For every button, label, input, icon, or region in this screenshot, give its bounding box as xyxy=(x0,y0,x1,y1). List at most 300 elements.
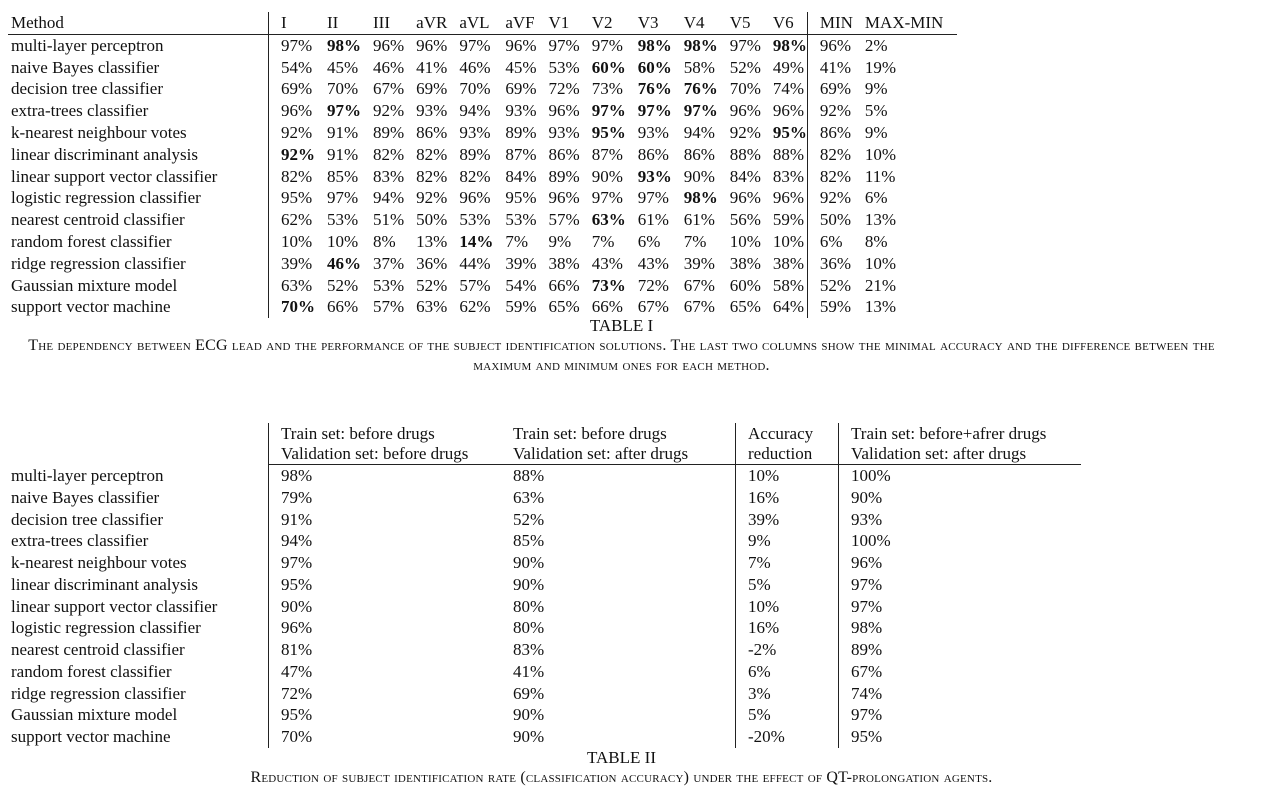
lead-accuracy-cell: 57% xyxy=(548,210,580,230)
lead-accuracy-cell: 73% xyxy=(591,79,623,99)
lead-accuracy-cell: 96% xyxy=(772,188,805,208)
table-1-header-row xyxy=(8,12,957,34)
lead-accuracy-cell: 84% xyxy=(729,166,761,186)
method-name-cell: ridge regression classifier xyxy=(11,253,186,273)
max-min-cell: 9% xyxy=(864,122,888,142)
method-name-cell: support vector machine xyxy=(11,727,171,746)
header-line-1: Train set: before drugs xyxy=(513,424,667,443)
lead-accuracy-cell: 61% xyxy=(637,210,669,230)
lead-accuracy-cell: 76% xyxy=(637,79,672,99)
lead-accuracy-cell: 65% xyxy=(548,297,580,317)
before-before-cell: 91% xyxy=(269,509,514,531)
lead-accuracy-cell: 96% xyxy=(416,35,448,55)
lead-accuracy-cell: 82% xyxy=(416,144,448,164)
before-after-cell: 80% xyxy=(513,596,545,616)
method-name-cell: k-nearest neighbour votes xyxy=(11,553,187,572)
method-name-cell: linear support vector classifier xyxy=(11,596,218,616)
lead-accuracy-cell: 82% xyxy=(416,166,448,186)
table-2-row xyxy=(8,704,1081,726)
lead-accuracy-cell: 66% xyxy=(591,297,623,317)
lead-accuracy-cell: 58% xyxy=(772,275,805,295)
table-1-row xyxy=(8,275,957,297)
max-min-cell: 19% xyxy=(864,57,897,77)
lead-accuracy-cell: 36% xyxy=(416,253,448,273)
method-name-cell: logistic regression classifier xyxy=(11,188,201,208)
table-1-header-cell: Method xyxy=(8,12,269,34)
table-1-header-cell: V4 xyxy=(672,12,718,34)
max-min-cell: 8% xyxy=(864,231,888,251)
table-2-header-cell xyxy=(269,423,514,465)
lead-accuracy-cell: 59% xyxy=(772,210,805,230)
method-name-cell: linear discriminant analysis xyxy=(11,574,198,594)
before-before-cell: 81% xyxy=(269,639,514,661)
method-name-cell: random forest classifier xyxy=(11,231,172,251)
lead-accuracy-cell: 53% xyxy=(548,57,580,77)
method-name-cell: nearest centroid classifier xyxy=(11,210,185,230)
lead-accuracy-cell: 57% xyxy=(459,275,491,295)
method-name-cell: multi-layer perceptron xyxy=(11,35,164,55)
combined-after-cell: 89% xyxy=(839,639,1082,661)
before-before-cell: 90% xyxy=(269,596,514,618)
lead-accuracy-cell: 92% xyxy=(269,122,316,144)
lead-accuracy-cell: 86% xyxy=(416,122,448,142)
combined-after-cell: 98% xyxy=(839,617,1082,639)
max-min-cell: 9% xyxy=(864,79,888,99)
header-line-2: Validation set: before drugs xyxy=(281,444,469,463)
min-accuracy-cell: 69% xyxy=(807,78,853,100)
before-before-cell: 98% xyxy=(269,465,514,487)
before-before-cell: 95% xyxy=(269,574,514,596)
lead-accuracy-cell: 38% xyxy=(772,253,805,273)
lead-accuracy-cell: 52% xyxy=(327,275,359,295)
lead-accuracy-cell: 51% xyxy=(373,210,405,230)
table-2-row xyxy=(8,552,1081,574)
lead-accuracy-cell: 67% xyxy=(373,79,405,99)
lead-accuracy-cell: 65% xyxy=(729,297,761,317)
method-name-cell: extra-trees classifier xyxy=(11,531,149,551)
max-min-cell: 11% xyxy=(864,166,896,186)
method-name-cell: ridge regression classifier xyxy=(11,683,186,703)
lead-accuracy-cell: 86% xyxy=(637,144,669,164)
lead-accuracy-cell: 94% xyxy=(373,188,405,208)
lead-accuracy-cell: 84% xyxy=(505,166,537,186)
table-1-header-cell: MAX-MIN xyxy=(853,12,957,34)
lead-accuracy-cell: 67% xyxy=(637,297,669,317)
lead-accuracy-cell: 63% xyxy=(416,297,448,317)
table-1-row xyxy=(8,296,957,318)
table-1-row xyxy=(8,78,957,100)
header-line-1: Accuracy xyxy=(748,424,814,443)
lead-accuracy-cell: 87% xyxy=(505,144,537,164)
min-accuracy-cell: 36% xyxy=(807,253,853,275)
method-name-cell: k-nearest neighbour votes xyxy=(11,122,187,142)
lead-accuracy-cell: 97% xyxy=(591,101,626,121)
max-min-cell: 13% xyxy=(864,297,897,317)
before-before-cell: 95% xyxy=(269,704,514,726)
lead-accuracy-cell: 54% xyxy=(269,57,316,79)
table-2-header-row xyxy=(8,423,1081,465)
table-2-row xyxy=(8,465,1081,487)
combined-after-cell: 96% xyxy=(839,552,1082,574)
before-after-cell: 88% xyxy=(513,466,545,485)
header-line-2: Validation set: after drugs xyxy=(513,444,689,463)
method-name-cell: linear discriminant analysis xyxy=(11,144,198,164)
lead-accuracy-cell: 89% xyxy=(548,166,580,186)
before-before-cell: 97% xyxy=(269,552,514,574)
max-min-cell: 13% xyxy=(864,210,897,230)
lead-accuracy-cell: 98% xyxy=(683,35,718,55)
lead-accuracy-cell: 89% xyxy=(459,144,491,164)
before-after-cell: 69% xyxy=(513,683,545,703)
lead-accuracy-cell: 58% xyxy=(683,57,715,77)
lead-accuracy-cell: 72% xyxy=(548,79,580,99)
lead-accuracy-cell: 86% xyxy=(548,144,580,164)
max-min-cell: 2% xyxy=(864,35,888,55)
lead-accuracy-cell: 70% xyxy=(269,296,316,318)
table-2-row xyxy=(8,530,1081,552)
lead-accuracy-cell: 62% xyxy=(269,209,316,231)
lead-accuracy-cell: 96% xyxy=(548,188,580,208)
lead-accuracy-cell: 67% xyxy=(683,275,715,295)
lead-accuracy-cell: 73% xyxy=(591,275,626,295)
table-2-body xyxy=(8,465,1081,748)
lead-accuracy-cell: 45% xyxy=(505,57,537,77)
lead-accuracy-cell: 82% xyxy=(373,144,405,164)
lead-accuracy-cell: 97% xyxy=(683,101,718,121)
accuracy-reduction-cell: 10% xyxy=(736,596,839,618)
lead-accuracy-cell: 92% xyxy=(269,144,316,166)
lead-accuracy-cell: 10% xyxy=(729,231,761,251)
before-after-cell: 90% xyxy=(513,553,545,572)
lead-accuracy-cell: 97% xyxy=(591,35,623,55)
table-1-header-cell: V6 xyxy=(761,12,808,34)
min-accuracy-cell: 52% xyxy=(807,275,853,297)
lead-accuracy-cell: 85% xyxy=(327,166,359,186)
lead-accuracy-cell: 45% xyxy=(327,57,359,77)
table-1-header-cell: MIN xyxy=(807,12,853,34)
method-name-cell: logistic regression classifier xyxy=(11,618,201,638)
table-2-row xyxy=(8,639,1081,661)
lead-accuracy-cell: 93% xyxy=(459,122,491,142)
accuracy-reduction-cell: 5% xyxy=(736,704,839,726)
max-min-cell: 10% xyxy=(864,253,897,273)
lead-accuracy-cell: 96% xyxy=(548,101,580,121)
method-name-cell: extra-trees classifier xyxy=(11,101,149,121)
lead-accuracy-cell: 37% xyxy=(373,253,405,273)
before-after-cell: 90% xyxy=(513,727,545,746)
header-line-1: Train set: before+afrer drugs xyxy=(851,424,1047,443)
method-name-cell: Gaussian mixture model xyxy=(11,275,178,295)
lead-accuracy-cell: 6% xyxy=(637,231,661,251)
before-after-cell: 41% xyxy=(513,661,545,681)
header-line-2: Validation set: after drugs xyxy=(851,444,1027,463)
lead-accuracy-cell: 91% xyxy=(327,122,359,142)
lead-accuracy-cell: 44% xyxy=(459,253,491,273)
lead-accuracy-cell: 63% xyxy=(269,275,316,297)
table-2-row xyxy=(8,596,1081,618)
before-after-cell: 80% xyxy=(513,618,545,638)
lead-accuracy-cell: 92% xyxy=(729,122,761,142)
lead-accuracy-cell: 69% xyxy=(505,79,537,99)
lead-accuracy-cell: 96% xyxy=(729,188,761,208)
lead-accuracy-cell: 46% xyxy=(327,253,361,273)
lead-accuracy-cell: 72% xyxy=(637,275,669,295)
lead-accuracy-cell: 9% xyxy=(548,231,572,251)
table-1-row xyxy=(8,209,957,231)
lead-accuracy-cell: 57% xyxy=(373,297,405,317)
table-2-row xyxy=(8,509,1081,531)
lead-accuracy-cell: 41% xyxy=(416,57,448,77)
before-before-cell: 96% xyxy=(269,617,514,639)
before-before-cell: 72% xyxy=(269,683,514,705)
lead-accuracy-cell: 94% xyxy=(683,122,715,142)
lead-accuracy-cell: 50% xyxy=(416,210,448,230)
lead-accuracy-cell: 53% xyxy=(459,210,491,230)
lead-accuracy-cell: 70% xyxy=(327,79,359,99)
combined-after-cell: 90% xyxy=(839,487,1082,509)
table-2-header-cell xyxy=(839,423,1082,465)
lead-accuracy-cell: 95% xyxy=(591,122,626,142)
lead-accuracy-cell: 96% xyxy=(729,101,761,121)
lead-accuracy-cell: 70% xyxy=(729,79,761,99)
min-accuracy-cell: 41% xyxy=(807,57,853,79)
lead-accuracy-cell: 97% xyxy=(459,35,491,55)
lead-accuracy-cell: 98% xyxy=(637,35,672,55)
lead-accuracy-cell: 89% xyxy=(505,122,537,142)
lead-accuracy-cell: 76% xyxy=(683,79,718,99)
lead-accuracy-cell: 46% xyxy=(373,57,405,77)
lead-accuracy-cell: 98% xyxy=(772,35,807,55)
lead-accuracy-cell: 13% xyxy=(416,231,448,251)
lead-accuracy-cell: 97% xyxy=(548,35,580,55)
method-name-cell: Gaussian mixture model xyxy=(11,705,178,725)
method-name-cell: decision tree classifier xyxy=(11,79,163,99)
table-1-row xyxy=(8,122,957,144)
combined-after-cell: 67% xyxy=(839,661,1082,683)
before-after-cell: 83% xyxy=(513,640,545,659)
lead-accuracy-cell: 52% xyxy=(416,275,448,295)
min-accuracy-cell: 6% xyxy=(807,231,853,253)
lead-accuracy-cell: 39% xyxy=(505,253,537,273)
table-1-row xyxy=(8,253,957,275)
combined-after-cell: 100% xyxy=(839,530,1082,552)
lead-accuracy-cell: 52% xyxy=(729,57,761,77)
lead-accuracy-cell: 97% xyxy=(591,188,623,208)
table-1-caption-label: TABLE I xyxy=(589,316,654,335)
lead-accuracy-cell: 39% xyxy=(683,253,715,273)
combined-after-cell: 97% xyxy=(839,596,1082,618)
combined-after-cell: 95% xyxy=(839,726,1082,748)
table-1-header-cell: III xyxy=(361,12,404,34)
table-1 xyxy=(8,12,957,318)
lead-accuracy-cell: 90% xyxy=(591,166,623,186)
before-after-cell: 90% xyxy=(513,574,545,594)
table-2-row xyxy=(8,683,1081,705)
max-min-cell: 6% xyxy=(864,188,888,208)
lead-accuracy-cell: 8% xyxy=(373,231,396,251)
lead-accuracy-cell: 14% xyxy=(459,231,494,251)
lead-accuracy-cell: 91% xyxy=(327,144,359,164)
accuracy-reduction-cell: 9% xyxy=(736,530,839,552)
lead-accuracy-cell: 46% xyxy=(459,57,491,77)
min-accuracy-cell: 82% xyxy=(807,144,853,166)
lead-accuracy-cell: 83% xyxy=(772,166,805,186)
lead-accuracy-cell: 97% xyxy=(729,35,761,55)
lead-accuracy-cell: 93% xyxy=(637,166,672,186)
lead-accuracy-cell: 7% xyxy=(505,231,529,251)
lead-accuracy-cell: 38% xyxy=(548,253,580,273)
table-1-row xyxy=(8,144,957,166)
lead-accuracy-cell: 96% xyxy=(772,101,805,121)
table-1-row xyxy=(8,166,957,188)
before-before-cell: 47% xyxy=(269,661,514,683)
lead-accuracy-cell: 53% xyxy=(327,210,359,230)
lead-accuracy-cell: 95% xyxy=(772,122,807,142)
min-accuracy-cell: 50% xyxy=(807,209,853,231)
lead-accuracy-cell: 97% xyxy=(327,188,359,208)
lead-accuracy-cell: 93% xyxy=(416,101,448,121)
table-1-row xyxy=(8,187,957,209)
lead-accuracy-cell: 88% xyxy=(729,144,761,164)
lead-accuracy-cell: 54% xyxy=(505,275,537,295)
lead-accuracy-cell: 83% xyxy=(373,166,405,186)
lead-accuracy-cell: 97% xyxy=(269,34,316,56)
before-before-cell: 94% xyxy=(269,530,514,552)
lead-accuracy-cell: 70% xyxy=(459,79,491,99)
combined-after-cell: 100% xyxy=(839,465,1082,487)
lead-accuracy-cell: 95% xyxy=(269,187,316,209)
table-1-header-cell: aVL xyxy=(447,12,493,34)
lead-accuracy-cell: 10% xyxy=(269,231,316,253)
method-name-cell: naive Bayes classifier xyxy=(11,487,160,507)
lead-accuracy-cell: 93% xyxy=(637,122,669,142)
lead-accuracy-cell: 82% xyxy=(269,166,316,188)
lead-accuracy-cell: 89% xyxy=(373,122,405,142)
table-1-header-cell: aVR xyxy=(404,12,447,34)
lead-accuracy-cell: 96% xyxy=(373,35,405,55)
combined-after-cell: 97% xyxy=(839,704,1082,726)
lead-accuracy-cell: 53% xyxy=(505,210,537,230)
lead-accuracy-cell: 49% xyxy=(772,57,805,77)
lead-accuracy-cell: 95% xyxy=(505,188,537,208)
lead-accuracy-cell: 97% xyxy=(637,188,669,208)
table-2-header-cell xyxy=(8,423,269,465)
table-1-row xyxy=(8,231,957,253)
accuracy-reduction-cell: 39% xyxy=(736,509,839,531)
lead-accuracy-cell: 87% xyxy=(591,144,623,164)
lead-accuracy-cell: 97% xyxy=(637,101,672,121)
method-name-cell: decision tree classifier xyxy=(11,509,163,529)
header-line-1: Train set: before drugs xyxy=(281,424,435,443)
lead-accuracy-cell: 93% xyxy=(505,101,537,121)
accuracy-reduction-cell: 7% xyxy=(736,552,839,574)
lead-accuracy-cell: 38% xyxy=(729,253,761,273)
accuracy-reduction-cell: 16% xyxy=(736,617,839,639)
lead-accuracy-cell: 96% xyxy=(459,188,491,208)
min-accuracy-cell: 59% xyxy=(807,296,853,318)
table-2 xyxy=(8,423,1081,748)
accuracy-reduction-cell: 6% xyxy=(736,661,839,683)
lead-accuracy-cell: 67% xyxy=(683,297,715,317)
lead-accuracy-cell: 90% xyxy=(683,166,715,186)
accuracy-reduction-cell: 5% xyxy=(736,574,839,596)
lead-accuracy-cell: 66% xyxy=(548,275,580,295)
table-2-header-cell xyxy=(513,423,736,465)
lead-accuracy-cell: 82% xyxy=(459,166,491,186)
lead-accuracy-cell: 60% xyxy=(729,275,761,295)
min-accuracy-cell: 92% xyxy=(807,187,853,209)
method-name-cell: linear support vector classifier xyxy=(11,166,218,186)
table-2-caption-label: TABLE II xyxy=(587,748,656,767)
lead-accuracy-cell: 43% xyxy=(637,253,669,273)
lead-accuracy-cell: 60% xyxy=(637,57,672,77)
table-1-body xyxy=(8,34,957,318)
min-accuracy-cell: 92% xyxy=(807,100,853,122)
method-name-cell: naive Bayes classifier xyxy=(11,57,160,77)
accuracy-reduction-cell: 3% xyxy=(736,683,839,705)
table-1-header-cell: V5 xyxy=(718,12,761,34)
lead-accuracy-cell: 43% xyxy=(591,253,623,273)
lead-accuracy-cell: 93% xyxy=(548,122,580,142)
lead-accuracy-cell: 98% xyxy=(683,188,718,208)
table-2-row xyxy=(8,726,1081,748)
method-name-cell: multi-layer perceptron xyxy=(11,465,164,485)
table-2-header-cell xyxy=(736,423,839,465)
method-name-cell: support vector machine xyxy=(11,297,171,317)
table-1-header-cell: aVF xyxy=(493,12,536,34)
min-accuracy-cell: 96% xyxy=(807,34,853,56)
before-before-cell: 79% xyxy=(269,487,514,509)
table-1-row xyxy=(8,57,957,79)
lead-accuracy-cell: 74% xyxy=(772,79,805,99)
combined-after-cell: 93% xyxy=(839,509,1082,531)
table-2-row xyxy=(8,574,1081,596)
lead-accuracy-cell: 7% xyxy=(591,231,615,251)
max-min-cell: 21% xyxy=(864,275,897,295)
table-1-header-cell: V3 xyxy=(626,12,672,34)
accuracy-reduction-cell: 16% xyxy=(736,487,839,509)
table-2-caption-text: Reduction of subject identification rate (classification accuracy) under the effect of QT-prolongation agents. xyxy=(250,769,993,786)
lead-accuracy-cell: 61% xyxy=(683,210,715,230)
header-line-2: reduction xyxy=(748,444,813,463)
accuracy-reduction-cell: -2% xyxy=(736,639,839,661)
table-1-row xyxy=(8,100,957,122)
table-2-caption xyxy=(0,748,1243,788)
table-1-caption-text: The dependency between ECG lead and the performance of the subject identification solutions. The last two columns show the minimal accuracy and the difference between the maximum and minimum ones for each method. xyxy=(28,337,1215,374)
accuracy-reduction-cell: -20% xyxy=(736,726,839,748)
table-1-header-cell: II xyxy=(315,12,361,34)
min-accuracy-cell: 82% xyxy=(807,166,853,188)
table-1-header-cell: V1 xyxy=(537,12,580,34)
table-1-row xyxy=(8,34,957,56)
before-after-cell: 90% xyxy=(513,705,545,725)
lead-accuracy-cell: 10% xyxy=(327,231,359,251)
table-2-row xyxy=(8,661,1081,683)
lead-accuracy-cell: 60% xyxy=(591,57,626,77)
table-1-caption xyxy=(0,316,1243,376)
lead-accuracy-cell: 94% xyxy=(459,101,491,121)
lead-accuracy-cell: 66% xyxy=(327,297,359,317)
lead-accuracy-cell: 59% xyxy=(505,297,537,317)
before-after-cell: 52% xyxy=(513,509,545,529)
table-2-row xyxy=(8,487,1081,509)
lead-accuracy-cell: 62% xyxy=(459,297,491,317)
before-after-cell: 63% xyxy=(513,487,545,507)
lead-accuracy-cell: 53% xyxy=(373,275,405,295)
table-1-header-cell: V2 xyxy=(580,12,626,34)
lead-accuracy-cell: 69% xyxy=(269,78,316,100)
lead-accuracy-cell: 92% xyxy=(373,101,405,121)
